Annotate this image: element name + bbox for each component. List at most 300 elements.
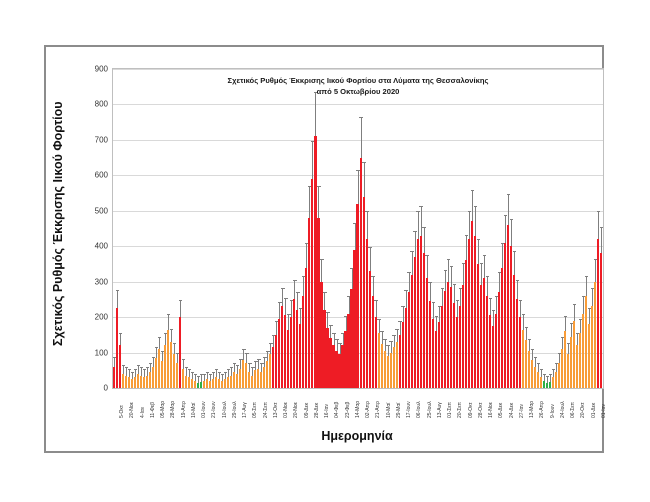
error-whisker-cap xyxy=(236,365,239,366)
error-whisker xyxy=(475,207,476,235)
error-whisker xyxy=(279,303,280,319)
error-whisker xyxy=(352,269,353,289)
bar xyxy=(558,363,560,388)
x-tick-label: 05-Σεπ xyxy=(252,402,259,418)
error-whisker xyxy=(436,317,437,331)
error-whisker xyxy=(222,375,223,381)
error-whisker-cap xyxy=(480,263,483,264)
bar xyxy=(441,306,443,388)
error-whisker-cap xyxy=(119,333,122,334)
error-whisker xyxy=(382,332,383,344)
error-whisker xyxy=(445,271,446,291)
error-whisker-cap xyxy=(149,363,152,364)
y-axis-title-text: Σχετικός Ρυθμός Έκκρισης Ιικού Φορτίου xyxy=(51,101,65,346)
bar xyxy=(360,158,362,388)
error-whisker xyxy=(418,212,419,240)
error-whisker-cap xyxy=(413,231,416,232)
error-whisker-cap xyxy=(245,353,248,354)
bar xyxy=(221,381,223,388)
x-tick-label: 01-Νοε xyxy=(283,402,290,418)
y-tick-label: 300 xyxy=(94,277,108,287)
error-whisker-cap xyxy=(516,280,519,281)
bar xyxy=(369,271,371,388)
bar xyxy=(278,319,280,388)
x-tick-label: 20-Σεπ xyxy=(457,402,464,418)
error-whisker-cap xyxy=(338,343,341,344)
error-whisker-cap xyxy=(410,251,413,252)
bar xyxy=(179,317,181,388)
error-whisker-cap xyxy=(392,335,395,336)
x-tick-label: 20-Νοε xyxy=(293,402,300,418)
bar xyxy=(356,204,358,388)
error-whisker xyxy=(258,360,259,368)
error-whisker-cap xyxy=(549,374,552,375)
bar xyxy=(477,264,479,388)
bar xyxy=(501,268,503,389)
bar xyxy=(299,324,301,388)
bar xyxy=(471,221,473,388)
bar xyxy=(378,333,380,388)
bar xyxy=(203,381,205,388)
error-whisker-cap xyxy=(326,312,329,313)
error-whisker-cap xyxy=(483,255,486,256)
error-whisker-cap xyxy=(546,376,549,377)
bar xyxy=(399,335,401,388)
error-whisker-cap xyxy=(374,300,377,301)
bar xyxy=(366,239,368,388)
error-whisker-cap xyxy=(143,369,146,370)
error-whisker xyxy=(583,297,584,313)
error-whisker xyxy=(391,342,392,353)
bar xyxy=(122,374,124,388)
error-whisker xyxy=(324,293,325,310)
gridline xyxy=(113,140,603,141)
error-whisker-cap xyxy=(125,367,128,368)
bar xyxy=(281,306,283,388)
chart-title xyxy=(113,75,603,97)
bar xyxy=(459,306,461,388)
bar xyxy=(251,376,253,388)
x-tick-label: 01-Σεπ xyxy=(447,402,454,418)
error-whisker xyxy=(376,301,377,317)
x-tick-label: 29-Μαϊ xyxy=(395,402,402,418)
bar xyxy=(293,299,295,388)
error-whisker-cap xyxy=(513,251,516,252)
x-tick-label: 13-Μαρ xyxy=(529,400,536,418)
error-whisker xyxy=(337,340,338,351)
error-whisker-cap xyxy=(227,369,230,370)
error-whisker-cap xyxy=(146,367,149,368)
error-whisker-cap xyxy=(233,363,236,364)
error-whisker-cap xyxy=(471,190,474,191)
bar xyxy=(236,374,238,388)
error-whisker xyxy=(276,322,277,335)
error-whisker xyxy=(255,362,256,370)
error-whisker xyxy=(469,212,470,240)
bar xyxy=(549,382,551,388)
y-tick-label: 900 xyxy=(94,64,108,74)
y-tick-label: 700 xyxy=(94,135,108,145)
bar xyxy=(450,287,452,388)
bar xyxy=(525,340,527,388)
bar xyxy=(600,253,602,388)
error-whisker xyxy=(421,207,422,235)
bar xyxy=(269,354,271,388)
bar xyxy=(480,285,482,388)
bar xyxy=(182,369,184,388)
bar xyxy=(206,379,208,388)
error-whisker xyxy=(114,358,115,367)
bar xyxy=(474,236,476,388)
error-whisker xyxy=(213,373,214,380)
bar xyxy=(176,363,178,388)
x-tick-label: 26-Απρ xyxy=(539,401,546,418)
error-whisker xyxy=(457,301,458,317)
error-whisker-cap xyxy=(260,363,263,364)
error-whisker xyxy=(514,252,515,274)
bar xyxy=(317,218,319,388)
error-whisker xyxy=(201,375,202,381)
bar xyxy=(393,347,395,388)
bar xyxy=(384,351,386,388)
x-tick-label: 5-Οκτ xyxy=(119,405,125,418)
error-whisker xyxy=(364,163,365,197)
error-whisker xyxy=(309,187,310,218)
error-whisker xyxy=(312,142,313,179)
error-whisker-cap xyxy=(519,300,522,301)
error-whisker-cap xyxy=(287,314,290,315)
bar xyxy=(570,337,572,388)
error-whisker-cap xyxy=(320,259,323,260)
error-whisker xyxy=(406,291,407,308)
bar xyxy=(152,367,154,388)
y-tick-label: 800 xyxy=(94,99,108,109)
error-whisker-cap xyxy=(335,339,338,340)
error-whisker xyxy=(553,370,554,377)
x-tick-label: 04-Φεβ xyxy=(334,401,341,418)
error-whisker-cap xyxy=(534,357,537,358)
error-whisker-cap xyxy=(209,374,212,375)
error-whisker xyxy=(300,309,301,324)
error-whisker xyxy=(349,297,350,313)
x-tick-label: 28-Δεκ xyxy=(313,402,320,418)
error-whisker xyxy=(424,228,425,254)
error-whisker xyxy=(547,377,548,383)
error-whisker xyxy=(315,93,316,136)
bar xyxy=(134,377,136,388)
chart-title-line1: Σχετικός Ρυθμός Έκκρισης Ιικού Φορτίου στα Λύματα της Θεσσαλονίκης xyxy=(227,76,489,85)
error-whisker xyxy=(267,352,268,361)
bar xyxy=(423,253,425,388)
x-tick-label: 21-Απρ xyxy=(375,401,382,418)
x-tick-label: 23-Φεβ xyxy=(344,401,351,418)
error-whisker-cap xyxy=(504,215,507,216)
error-whisker xyxy=(415,232,416,257)
error-whisker-cap xyxy=(450,266,453,267)
bar xyxy=(426,278,428,388)
error-whisker-cap xyxy=(266,351,269,352)
error-whisker-cap xyxy=(477,239,480,240)
error-whisker-cap xyxy=(323,292,326,293)
x-tick-label: 19-Απρ xyxy=(180,401,187,418)
bar xyxy=(411,275,413,388)
error-whisker xyxy=(577,334,578,346)
bar xyxy=(338,354,340,388)
error-whisker-cap xyxy=(293,280,296,281)
error-whisker-cap xyxy=(296,292,299,293)
error-whisker-cap xyxy=(329,325,332,326)
error-whisker-cap xyxy=(224,372,227,373)
error-whisker xyxy=(210,375,211,381)
error-whisker-cap xyxy=(134,369,137,370)
bar xyxy=(456,317,458,388)
error-whisker xyxy=(571,324,572,337)
bar xyxy=(516,299,518,388)
bar xyxy=(218,379,220,388)
error-whisker xyxy=(246,354,247,363)
bar xyxy=(432,319,434,388)
error-whisker xyxy=(442,289,443,307)
error-whisker-cap xyxy=(456,300,459,301)
bar xyxy=(453,303,455,388)
error-whisker-cap xyxy=(395,329,398,330)
error-whisker-cap xyxy=(407,272,410,273)
error-whisker xyxy=(562,338,563,349)
error-whisker xyxy=(318,187,319,218)
error-whisker-cap xyxy=(404,290,407,291)
y-tick-label: 600 xyxy=(94,170,108,180)
bar xyxy=(492,326,494,388)
bar xyxy=(263,367,265,388)
error-whisker-cap xyxy=(248,363,251,364)
bar xyxy=(197,383,199,388)
error-whisker-cap xyxy=(137,365,140,366)
x-tick-label: 24-Δεκ xyxy=(508,402,515,418)
bar xyxy=(564,331,566,388)
bar xyxy=(296,310,298,388)
error-whisker-cap xyxy=(284,298,287,299)
bar xyxy=(245,363,247,388)
error-whisker xyxy=(481,264,482,285)
bar xyxy=(576,345,578,388)
error-whisker-cap xyxy=(453,284,456,285)
x-tick-label: 01-Ιαν xyxy=(601,403,607,418)
error-whisker xyxy=(373,277,374,296)
error-whisker-cap xyxy=(531,349,534,350)
y-tick-label: 200 xyxy=(94,312,108,322)
bar xyxy=(414,257,416,388)
y-tick-label: 500 xyxy=(94,206,108,216)
bar xyxy=(116,308,118,388)
plot-area xyxy=(94,64,607,418)
error-whisker-cap xyxy=(194,374,197,375)
error-whisker-cap xyxy=(362,162,365,163)
error-whisker xyxy=(403,307,404,322)
bar xyxy=(387,356,389,388)
error-whisker xyxy=(168,315,169,329)
error-whisker xyxy=(273,336,274,347)
error-whisker-cap xyxy=(158,337,161,338)
error-whisker xyxy=(463,264,464,285)
error-whisker xyxy=(177,354,178,363)
error-whisker xyxy=(592,289,593,307)
bar xyxy=(164,345,166,388)
error-whisker xyxy=(394,336,395,347)
x-tick-label: 17-Ιουν xyxy=(406,401,413,418)
bar xyxy=(552,377,554,388)
error-whisker xyxy=(538,364,539,372)
error-whisker xyxy=(388,346,389,356)
bar xyxy=(200,382,202,388)
error-whisker-cap xyxy=(263,357,266,358)
error-whisker-cap xyxy=(365,211,368,212)
bar xyxy=(522,330,524,388)
error-whisker-cap xyxy=(269,343,272,344)
bar xyxy=(528,351,530,388)
bar xyxy=(546,383,548,388)
x-tick-label: 11-Φεβ xyxy=(149,402,156,418)
error-whisker-cap xyxy=(212,372,215,373)
error-whisker-cap xyxy=(552,369,555,370)
bar xyxy=(146,376,148,388)
bar xyxy=(408,292,410,388)
bar xyxy=(507,225,509,388)
error-whisker-cap xyxy=(332,333,335,334)
bar xyxy=(375,317,377,388)
bar xyxy=(344,331,346,388)
error-whisker-cap xyxy=(419,206,422,207)
error-whisker xyxy=(288,315,289,329)
error-whisker xyxy=(478,240,479,264)
error-whisker-cap xyxy=(371,276,374,277)
x-tick-label: 9-Ιουν xyxy=(549,404,556,418)
x-tick-label: 20-Οκτ xyxy=(580,402,587,418)
x-axis-title: Ημερομηνία xyxy=(321,429,393,443)
error-whisker-cap xyxy=(585,276,588,277)
x-tick-label: 09-Δεκ xyxy=(303,402,310,418)
error-whisker xyxy=(159,338,160,349)
error-whisker-cap xyxy=(242,349,245,350)
bar xyxy=(510,246,512,388)
error-whisker xyxy=(427,256,428,278)
error-whisker xyxy=(294,281,295,300)
bar xyxy=(372,296,374,388)
error-whisker-cap xyxy=(257,359,260,360)
error-whisker-cap xyxy=(359,117,362,118)
error-whisker-cap xyxy=(116,290,119,291)
error-whisker-cap xyxy=(383,339,386,340)
x-tick-label: 13-Αυγ xyxy=(436,402,443,418)
bar xyxy=(173,354,175,388)
error-whisker-cap xyxy=(543,374,546,375)
error-whisker-cap xyxy=(386,345,389,346)
error-whisker-cap xyxy=(167,314,170,315)
bar xyxy=(326,328,328,388)
x-tick-label: 10-Μαϊ xyxy=(190,402,197,418)
bar xyxy=(534,367,536,388)
x-tick-label: 16-Νοε xyxy=(488,402,495,418)
error-whisker xyxy=(511,220,512,247)
x-tick-label: 24-Σεπ xyxy=(262,402,269,418)
bar xyxy=(585,296,587,388)
y-tick-label: 0 xyxy=(103,383,108,393)
error-whisker xyxy=(117,291,118,308)
error-whisker xyxy=(204,375,205,381)
error-whisker xyxy=(264,358,265,367)
bar xyxy=(555,372,557,388)
error-whisker xyxy=(580,320,581,334)
bar xyxy=(125,376,127,388)
x-tick-label: 17-Αυγ xyxy=(242,402,249,418)
error-whisker-cap xyxy=(486,276,489,277)
error-whisker xyxy=(120,334,121,346)
bar xyxy=(537,372,539,388)
error-whisker-cap xyxy=(173,343,176,344)
error-whisker-cap xyxy=(182,359,185,360)
error-whisker-cap xyxy=(389,341,392,342)
error-whisker xyxy=(439,307,440,322)
error-whisker-cap xyxy=(522,314,525,315)
bar xyxy=(353,250,355,388)
bar xyxy=(335,351,337,388)
bar xyxy=(429,301,431,388)
bar xyxy=(185,376,187,388)
error-whisker-cap xyxy=(368,247,371,248)
error-whisker-cap xyxy=(537,363,540,364)
bar xyxy=(155,358,157,388)
error-whisker xyxy=(559,354,560,363)
error-whisker-cap xyxy=(401,306,404,307)
error-whisker xyxy=(400,322,401,335)
error-whisker-cap xyxy=(170,329,173,330)
bar xyxy=(227,377,229,388)
error-whisker xyxy=(303,277,304,296)
error-whisker-cap xyxy=(185,367,188,368)
x-tick-label: 10-Μαϊ xyxy=(385,402,392,418)
bar xyxy=(257,369,259,388)
x-tick-label: 02-Απρ xyxy=(365,401,372,418)
error-whisker xyxy=(156,348,157,358)
x-tick-label: 10-Ιουλ xyxy=(221,401,228,418)
bar xyxy=(438,322,440,388)
bar xyxy=(504,243,506,388)
gridline xyxy=(113,104,603,105)
error-whisker-cap xyxy=(474,206,477,207)
error-whisker xyxy=(565,317,566,331)
error-whisker-cap xyxy=(510,219,513,220)
chart-title-line2: από 5 Οκτωβρίου 2020 xyxy=(316,87,400,96)
error-whisker xyxy=(340,344,341,354)
bar xyxy=(417,239,419,388)
error-whisker xyxy=(499,273,500,293)
x-tick-label: 09-Οκτ xyxy=(467,402,474,418)
error-whisker xyxy=(367,212,368,240)
bar xyxy=(489,315,491,388)
error-whisker xyxy=(601,228,602,254)
bar xyxy=(302,296,304,388)
bar xyxy=(332,345,334,388)
error-whisker xyxy=(430,283,431,301)
error-whisker xyxy=(409,273,410,293)
bar xyxy=(128,377,130,388)
bar xyxy=(462,285,464,388)
error-whisker xyxy=(243,350,244,360)
error-whisker-cap xyxy=(540,369,543,370)
error-whisker xyxy=(502,244,503,267)
x-tick-label: 27-Ιαν xyxy=(518,403,525,418)
error-whisker xyxy=(550,375,551,381)
error-whisker xyxy=(505,216,506,243)
